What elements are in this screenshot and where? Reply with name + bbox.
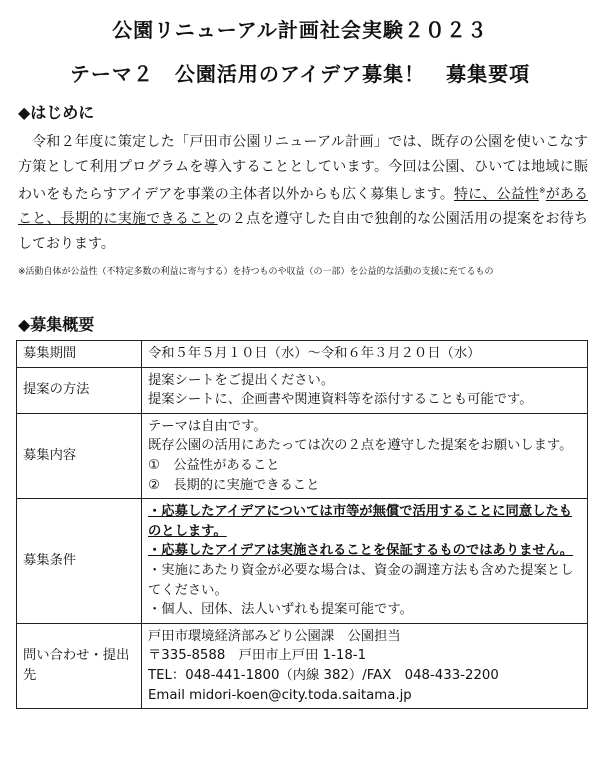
contact-value [142, 623, 588, 708]
condition-line: ・実施にあたり資金が必要な場合は、資金の調達方法も含めた提案としてください。 [148, 562, 574, 598]
content-value [142, 413, 588, 498]
content-line: ① 公益性があること [148, 457, 280, 473]
document-subtitle: テーマ２ 公園活用のアイデア募集！ 募集要項 [69, 62, 531, 86]
document-title: 公園リニューアル計画社会実験２０２３ [112, 18, 488, 42]
contact-line: 戸田市環境経済部みどり公園課 公園担当 [148, 628, 401, 644]
intro-text-1: 令和２年度に策定した「戸田市公園リニューアル計画」では、既存の公園を使いこなす方策として利用プログラムを導入することとしています。今回は公園、ひいては地域に賑わいをもたらすアイデアを事業の主体者以外からも広く募集します。 [18, 134, 588, 203]
table-row-method [17, 367, 588, 413]
table-row-period [17, 341, 588, 368]
method-line: 提案シートに、企画書や関連資料等を添付することも可能です。 [148, 392, 533, 408]
table-row-conditions [17, 499, 588, 624]
conditions-value [142, 499, 588, 624]
intro-heading: ◆はじめに [18, 103, 95, 122]
table-row-contact [17, 623, 588, 708]
table-row-content [17, 413, 588, 498]
method-value [142, 367, 588, 413]
period-value: 令和５年５月１０日（水）～令和６年３月２０日（水） [142, 341, 588, 368]
contact-line: 〒335-8588 戸田市上戸田 1-18-1 [148, 648, 367, 664]
intro-text-2: の２点を遵守した自由で独創的な公園活用の提案をお待ちしております。 [18, 211, 589, 252]
content-line: テーマは自由です。 [148, 418, 267, 434]
intro-paragraph [18, 130, 588, 256]
overview-heading: ◆募集概要 [18, 315, 95, 334]
intro-note-mark: ※ [538, 186, 546, 195]
condition-line: ・個人、団体、法人いずれも提案可能です。 [148, 602, 413, 618]
intro-underlined-1: 特に、公益性 [454, 186, 539, 203]
period-label: 募集期間 [17, 341, 142, 368]
method-line: 提案シートをご提出ください。 [148, 372, 335, 388]
intro-underlined-2: があること、長期的に実施できること [18, 186, 589, 228]
condition-line-bold: ・応募したアイデアは実施されることを保証するものではありません。 [148, 543, 574, 559]
contact-line: TEL：048-441-1800（内線 382）/FAX 048-433-2200 [148, 667, 499, 683]
overview-table [16, 340, 588, 709]
method-label: 提案の方法 [17, 367, 142, 413]
conditions-label: 募集条件 [17, 499, 142, 624]
contact-label: 問い合わせ・提出先 [17, 623, 142, 708]
footnote: ※活動自体が公益性（不特定多数の利益に寄与する）を持つものや収益（の一部）を公益的な活動の支援に充てるもの [18, 267, 494, 277]
content-label: 募集内容 [17, 413, 142, 498]
content-line: ② 長期的に実施できること [148, 477, 320, 493]
contact-email: Email midori-koen@city.toda.saitama.jp [148, 687, 412, 703]
content-line: 既存公園の活用にあたっては次の２点を遵守した提案をお願いします。 [148, 438, 573, 454]
condition-line-bold: ・応募したアイデアについては市等が無償で活用することに同意したものとします。 [148, 504, 573, 539]
